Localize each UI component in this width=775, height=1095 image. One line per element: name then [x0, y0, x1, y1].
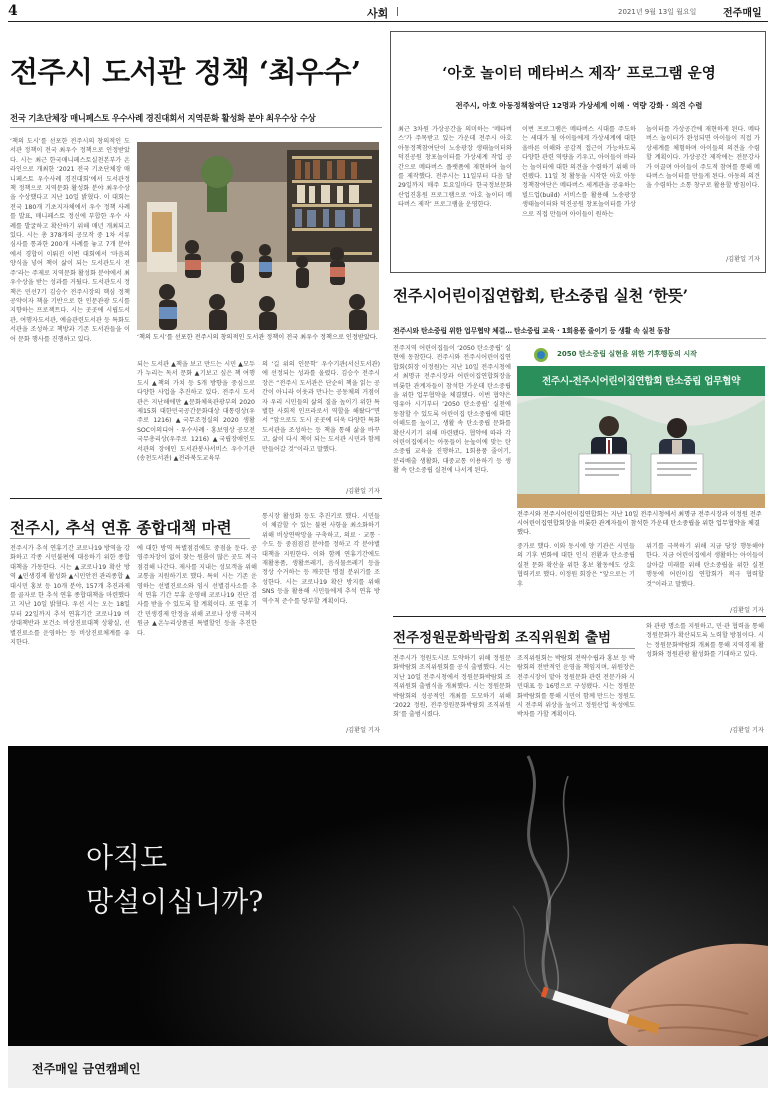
- article5-column-3: 와 관광 명소를 지원하고, 민·관 협력을 통해 정원문화가 확산되도록 노력할 방침이다. 시는 정원문화박람회 개최를 통해 지역경제 활성화와 정원관광 활성화를 기대하고 있다.: [646, 623, 764, 659]
- page-number: 4: [8, 3, 18, 19]
- article1-byline: /김환일 기자: [346, 488, 380, 495]
- article5-headline-rule: [393, 648, 635, 649]
- article3-headline: 전주시어린이집연합회, 탄소중립 실천 ‘한뜻’: [393, 286, 688, 305]
- anti-smoking-ad: [8, 746, 768, 1088]
- article2-byline: /김환일 기자: [726, 256, 760, 263]
- masthead-rule: [8, 21, 768, 22]
- article4-column-3: 통시장 활성화 등도 추진키로 했다. 시민들이 체감할 수 있는 불편 사항을 최소화하기 위해 비상연락망을 구축하고, 의료 · 교통 · 수도 등 중점점검 분야를 정하고 각 분야별 대책을 지원한다. 이와 함께 연휴기간에도 재활용품, 생활쓰레기, 음식물쓰레기 등을 정상 수거하는 등 깨끗한 명절 분위기를 조성한다. 시는 코로나19 확산 방지를 위해 SNS 등을 활용해 시민들에게 추석 연휴 방역수칙 준수를 당부할 계획이다.: [262, 513, 380, 605]
- agreement-banner-text: 2050 탄소중립 실현을 위한 기후행동의 시작: [557, 350, 697, 358]
- article5-headline: 전주정원문화박람회 조직위원회 출범: [393, 630, 612, 646]
- article3-bottom-rule: [393, 616, 766, 617]
- article2-column-1: 최근 3차원 가상공간을 의미하는 ‘메타버스’가 주목받고 있는 가운데 전주시 아호 아동정책참여단이 노송광장 생태놀이터와 덕진공원 창포놀이터를 가상세계 작업 공간으로 메타버스 플랫폼에 재현하여 놀이를 제작했다. 전주시는 11일부터 다음 달 29일까지 매주 토요일마다 한국정보문화산업진흥원 프로그램으로 ‘아호 놀이터 메타버스 제작’ 프로그램을 운영한다.: [398, 126, 512, 209]
- article1-headline: 전주시 도서관 정책 ‘최우수’: [10, 55, 361, 89]
- article5-column-2: 조직위원회는 박람회 전략수립과 홍보 등 박람회의 전반적인 운영을 책임지며, 위원장은 전주시장이 맡아 정원문화 관련 전문가와 시민대표 등 16명으로 구성됐다. 시는 정원문화박람회를 통해 시민이 함께 만드는 정원도시 전주의 위상을 높이고 정원산업 육성에도 박차를 가할 계획이다.: [517, 655, 635, 719]
- article1-column-2: 되는 도서관 ▲책을 보고 만드는 시민 ▲모두가 누리는 독서 문화 ▲기보고 싶은 책 여행도시 ▲책의 가치 등 5개 방향을 중심으로 다양한 사업을 추진하고 있다. 전주시 도서관은 지난해에만 ▲문화체육관광부의 2020 제15회 대한민국공간문화대상 대통령상(우주로 1216) ▲국무조정실의 2020 생활SOC이의디어 · 우수사례 · 홍보영상 공모전 국무총리상(우주로 1216) ▲국립장애인도서관의 장애인 도서관봉사서비스 우수기관(송천도서관) ▲전라북도교육부: [137, 361, 255, 463]
- article3-subhead-rule: [393, 338, 766, 339]
- article2-headline: ‘아호 놀이터 메타버스 제작’ 프로그램 운영: [442, 65, 716, 82]
- library-photo-caption: ‘책의 도시’를 선포한 전주시의 창의적인 도서관 정책이 전국 최우수 정책으로 인정받았다.: [137, 334, 378, 341]
- article3-byline: /김환일 기자: [730, 607, 764, 614]
- article1-subhead: 전국 기초단체장 매니페스토 우수사례 경진대회서 지역문화 활성화 분야 최우수상 수상: [10, 113, 316, 123]
- article2-column-2: 이번 프로그램은 메타버스 시대를 주도하는 세대가 될 아이들에게 가상세계에 대한 올바른 이해와 공감적 접근이 가능하도록 다양한 관련 역량을 키우고, 아이들이 바라는 놀이터에 대한 의견을 수렴하기 위해 마련됐다. 11일 첫 활동을 시작한 아호 아동정책참여단은 메타버스 세계관을 공유하는 빌드업(build) 서비스를 활용해 노송광장 생태놀이터와 덕진공원 창포놀이터를 가상으로 직접 만들며 아이들이 원하는: [522, 126, 636, 218]
- article5-byline: /김환일 기자: [730, 727, 764, 734]
- section-name: 사회: [367, 7, 389, 20]
- article3-column-3: 위기를 극복하기 위해 지금 당장 행동해야 한다. 지금 어린이집에서 생활하는 아이들이 살아갈 미래를 위해 탄소중립을 위한 실천 행동에 어린이집 연합회가 적극 협력할 것”이라고 말했다.: [646, 543, 764, 588]
- masthead: [0, 0, 775, 22]
- article3-column-2: 중가로 했다. 이와 동시에 양 기관은 시민들의 기후 변화에 대한 인식 전환과 탄소중립 실천 문화 확산을 위한 홍보 활동에도 상호 협력키로 했다. 이정원 회장은 “앞으로는 기후: [517, 543, 635, 588]
- article3-column-1: 전주지역 어린이집들이 ‘2050 탄소중립’ 실현에 동참한다. 전주시와 전주시어린이집연합회(회장 이정원)는 지난 10일 전주시청에서 최명규 전주시장과 어린이집연합회장을 비롯한 관계자들이 참석한 가운데 탄소중립을 위한 업무협약을 체결했다. 이번 협약은 영유아 시기부터 ‘2050 탄소중립’ 실천에 동참할 수 있도록 어린이집 탄소중립에 대한 이해도를 높이고, 생활 속 탄소중립 문화를 확산시키기 위해 마련됐다. 협약에 따라 각 어린이집에서는 아동들이 눈높이에 맞는 탄소중립 교육을 진행하고, 1회용품 줄이기, 분리배출 생활화, 대중교통 이용하기 등 생활 속 탄소중립 실천에 나서게 된다.: [393, 345, 511, 475]
- ad-headline-line2: 망설이십니까?: [86, 885, 264, 918]
- article1-subhead-rule: [10, 127, 382, 128]
- article1-column-1: ‘책의 도시’를 선포한 전주시의 창의적인 도서관 정책이 전국 최우수 정책으로 인정받았다. 시는 최근 한국매니페스토실천본부가 온라인으로 개최한 ‘2021 전국 기초단체장 매니페스토 우수사례 경진대회’에서 도서관정책 정책으로 지역문화 활성화 분야 최우수상을 수상했다고 지난 10일 밝혔다. 이 대회는 전국 180개 기초지자체에서 우수 정책 사례를 발표, 매니페스토 정신에 부합한 우수 사례를 발굴하고 확산하기 위해 매년 개최되고 있다. 시는 총 378개의 공모작 중 1차 서류심사를 통과한 200개 사례를 놓고 7개 분야에서 경합이 이뤄진 이번 대회에서 ‘마음의 양식을 넣어 책이 삶이 되는 도서관도시 전주’라는 주제로 지역문화 활성화 분야에서 최우수상을 받는 성과를 거뒀다. 도서관도시 정책은 민선7기 김승수 전주시장의 핵심 정책 공약이자 책을 기반으로 한 인문관광 도시를 지향하는 프로젝트다. 시는 곳곳에 시립도서관, 여행자도서관, 예술관련도서관 등 특화도서관을 조성하고 책방과 기존 도서관들을 이어 문화 행사를 진행하고 있다.: [10, 138, 130, 343]
- ad-headline-line1: 아직도: [86, 841, 168, 874]
- article2-subhead: 전주시, 아호 아동정책참여단 12명과 가상세계 이해 · 역량 강화 · 의견 수렴: [455, 101, 703, 110]
- article4-column-1: 전주시가 추석 연휴기간 코로나19 방역을 강화하고 각종 시민불편에 대응하기 위한 종합대책을 가동한다. 시는 ▲코로나19 확산 방역 ▲민생경제 활성화 ▲시민안전 관리종합 ▲대시민 홍보 등 10개 분야, 157개 추진과제를 골자로 한 추석 연휴 종합대책을 마련했다고 지난 10일 밝혔다. 우선 시는 오는 18일부터 22일까지 추석 연휴기간 코로나19 비상대책반과 보건소 비상진료대책 상황실, 선별진료소를 운영하는 등 비상진료체계를 유지한다.: [10, 545, 130, 647]
- agreement-banner-title: 전주시-전주시어린이집연합회 탄소중립 업무협약: [541, 376, 741, 387]
- article4-headline-rule: [10, 538, 250, 539]
- article2-column-3: 놀이터를 가상공간에 재현하게 된다. 메타버스 놀이터가 완성되면 아이들이 직접 가상세계를 체험하며 아이들의 의견을 수렴할 계획이다. 가상공간 제작에는 전문강사가 이끌며 아이들이 주도적 참여를 통해 메타버스 놀이터를 만들게 된다. 아동의 의견을 수렴하는 소통 창구로 활용할 방침이다.: [646, 126, 760, 190]
- article3-subhead: 전주시와 탄소중립 위한 업무협약 체결… 탄소중립 교육 · 1회용품 줄이기 등 생활 속 실천 동참: [393, 327, 670, 335]
- article1-bottom-rule: [10, 498, 382, 499]
- article4-byline: /김환일 기자: [346, 727, 380, 734]
- agreement-photo-caption: 전주시와 전주시어린이집연합회는 지난 10일 전주시청에서 최명규 전주시장과 이정원 전주시어린이집연합회장을 비롯한 관계자들이 참석한 가운데 탄소중립을 위한 업무협약을 체결했다.: [517, 511, 762, 536]
- article4-headline: 전주시, 추석 연휴 종합대책 마련: [10, 518, 232, 537]
- issue-date: 2021년 9월 13일 월요일: [618, 8, 697, 16]
- article4-column-2: 에 대한 방역 특별점검에도 중점을 둔다. 공영주차장이 없이 찾는 원룸이 많은 곳도 적극 점검해 나간다. 제사를 지내는 성묘객을 위해 교통을 지원하기로 했다. 특히 시는 기존 운영하는 선별진료소와 임시 선별검사소를 추석 연휴 기간 무휴 운영해 코로나19 진단 검사를 받을 수 있도록 할 계획이다. 또 연휴 기간 민생경제 안정을 위해 코로나 상생 극복지원금 ▲온누리상품권 특별할인 등을 추진한다.: [137, 545, 257, 637]
- section-bar: [397, 7, 398, 16]
- library-photo: [137, 142, 379, 330]
- paper-name: 전주매일: [723, 8, 762, 19]
- ad-campaign-label: 전주매일 금연캠페인: [32, 1062, 141, 1076]
- article5-column-1: 전주시가 정원도시로 도약하기 위해 정원문화박람회 조직위원회를 공식 출범했다. 시는 지난 10일 전주시청에서 정원문화박람회 조직위원회 출범식을 개최했다. 시는 정원문화박람회의 성공적인 개최를 도모하기 위해 ‘2022 정원, 전주정원문화박람회 조직위원회’를 출범시켰다.: [393, 655, 511, 719]
- article1-column-3: 의 ‘길 위의 인문학’ 우수기관(서신도서관)에 선정되는 성과를 올렸다. 김승수 전주시장은 “전주시 도서관은 단순히 책을 읽는 공간이 아니라 이웃과 만나는 공동체의 거점이자 우리 시민들의 삶의 질을 높이기 위한 특별한 사회적 인프라로서 역할을 해왔다”면서 “앞으로도 도시 곳곳에 더욱 다양한 특화도서관을 조성하는 등 책을 통해 삶을 바꾸고, 삶이 다시 책이 되는 도서관 시민과 함께 만들어갈 것”이라고 말했다.: [262, 361, 380, 453]
- agreement-photo: [517, 344, 765, 508]
